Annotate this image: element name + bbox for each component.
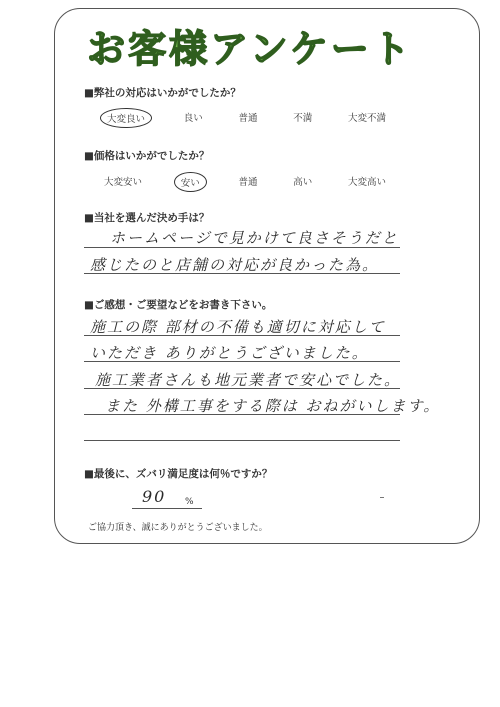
q1-label: ■弊社の対応はいかがでしたか？ xyxy=(84,87,241,99)
percent-unit: % xyxy=(185,497,194,507)
satisfaction-rule xyxy=(132,508,202,509)
q1-options xyxy=(100,108,390,128)
q1-option[interactable]: 不満 xyxy=(293,113,313,124)
q4-answer-line: いただき ありがとうございました。 xyxy=(90,344,369,362)
satisfaction-value[interactable]: 90 xyxy=(142,487,167,506)
answer-rule xyxy=(84,388,400,389)
q2-option[interactable]: 大変高い xyxy=(347,177,386,188)
answer-rule xyxy=(84,361,400,362)
answer-rule xyxy=(84,440,400,441)
answer-rule xyxy=(84,335,400,336)
q2-options xyxy=(100,172,390,192)
q1-option[interactable]: 良い xyxy=(183,113,203,124)
answer-rule xyxy=(84,414,400,415)
q1-option[interactable]: 大変良い xyxy=(100,108,152,128)
q4-answer-line: 施工の際 部材の不備も適切に対応して xyxy=(90,318,386,336)
q4-label: ■ご感想・ご要望などをお書き下さい。 xyxy=(84,299,273,311)
q2-label: ■価格はいかがでしたか？ xyxy=(84,150,210,162)
survey-title: お客様アンケート xyxy=(87,27,413,71)
q2-option[interactable]: 高い xyxy=(293,177,313,188)
q4-answer-line: 施工業者さんも地元業者で安心でした。 xyxy=(95,371,402,389)
q3-answer-line: ホームページで見かけて良さそうだと xyxy=(110,229,399,247)
q3-label: ■当社を選んだ決め手は？ xyxy=(84,212,210,224)
q1-option[interactable]: 大変不満 xyxy=(347,113,386,124)
answer-rule xyxy=(84,273,400,274)
q4-answer-line: また 外構工事をする際は おねがいします。 xyxy=(105,397,441,415)
answer-rule xyxy=(84,247,400,248)
q2-option[interactable]: 安い xyxy=(174,172,207,192)
footer-thanks: ご協力頂き、誠にありがとうございました。 xyxy=(88,523,268,533)
stray-mark xyxy=(380,497,384,498)
q3-answer-line: 感じたのと店舗の対応が良かった為。 xyxy=(90,256,380,274)
q1-option[interactable]: 普通 xyxy=(238,113,258,124)
q2-option[interactable]: 普通 xyxy=(238,177,258,188)
q5-label: ■最後に、ズバリ満足度は何％ですか？ xyxy=(84,468,273,480)
q2-option[interactable]: 大変安い xyxy=(104,177,143,188)
